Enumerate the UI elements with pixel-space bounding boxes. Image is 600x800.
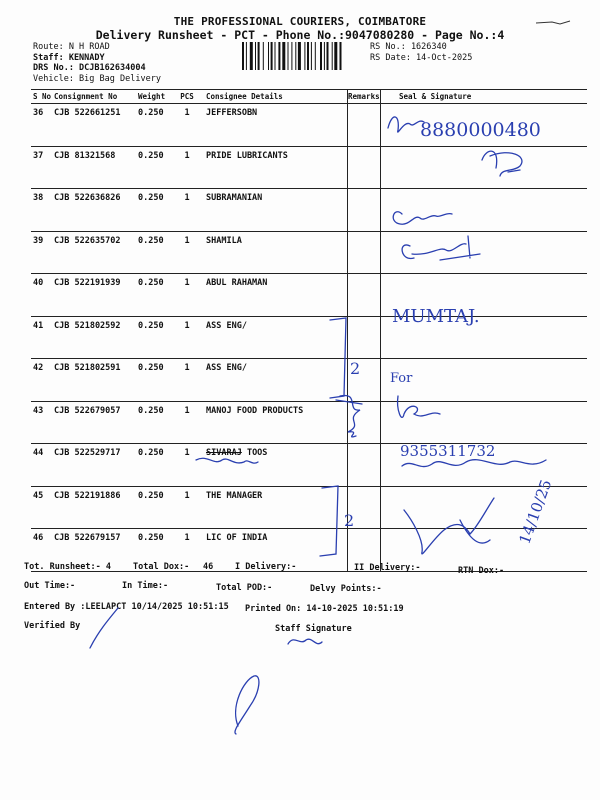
row-seal <box>381 317 587 359</box>
row-pcs: 1 <box>184 533 190 543</box>
barcode-bar <box>288 42 289 70</box>
row-weight: 0.250 <box>138 363 164 373</box>
row-consignment: CJB 81321568 <box>54 150 116 161</box>
total-dox: Total Dox:- <box>133 562 190 572</box>
barcode-bar <box>291 42 292 70</box>
table-body <box>31 104 587 572</box>
row-consignment: CJB 521802591 <box>54 363 121 373</box>
row-sno: 45 <box>33 490 44 501</box>
row-sno: 36 <box>33 108 44 118</box>
row-sno: 44 <box>33 448 44 458</box>
table-row <box>31 232 587 275</box>
row-weight: 0.250 <box>138 108 164 118</box>
barcode-bar <box>332 42 333 70</box>
row-consignment: CJB 522679057 <box>54 405 121 416</box>
handwritten-remark-42: 2 <box>350 359 361 378</box>
barcode-bar <box>263 42 264 70</box>
row-consignment: CJB 522191939 <box>54 278 121 288</box>
row-consignee: THE MANAGER <box>202 487 348 529</box>
col-remarks: Remarks <box>348 92 380 101</box>
row-consignee: MANOJ FOOD PRODUCTS <box>202 402 348 444</box>
staff: Staff: KENNADY <box>33 52 105 63</box>
row-pcs: 1 <box>184 320 190 331</box>
verified-tick <box>90 608 118 648</box>
row-seal <box>381 232 587 274</box>
barcode-bar <box>295 42 296 70</box>
barcode-bar <box>307 42 309 70</box>
struck-name: SIVARAJ <box>206 448 242 458</box>
row-consignee: LIC OF INDIA <box>202 529 348 571</box>
total-pod: Total POD:- <box>216 583 273 593</box>
handwritten-phone-44: 9355311732 <box>400 442 496 460</box>
row-seal <box>381 402 587 444</box>
row-sno: 43 <box>33 405 44 416</box>
rs-date: RS Date: 14-Oct-2025 <box>370 52 473 63</box>
row-consignment: CJB 522679157 <box>54 533 121 543</box>
company-name: THE PROFESSIONAL COURIERS, COIMBATORE <box>173 15 427 28</box>
row-pcs: 1 <box>184 278 190 288</box>
row-sno: 42 <box>33 363 44 373</box>
row-remarks <box>348 274 381 316</box>
barcode-bar <box>315 42 316 70</box>
row-pcs: 1 <box>184 235 190 246</box>
row-pcs: 1 <box>184 405 190 416</box>
row-consignee: SUBRAMANIAN <box>202 189 348 231</box>
rs-number: RS No.: 1626340 <box>370 42 447 52</box>
table-row <box>31 104 587 147</box>
row-weight: 0.250 <box>138 235 164 246</box>
row-weight: 0.250 <box>138 405 164 416</box>
barcode-bar <box>304 42 305 70</box>
delvy-points: Delvy Points:- <box>310 584 382 594</box>
rtn-dox: RTN Dox:- <box>458 566 505 576</box>
row-pcs: 1 <box>184 193 190 203</box>
barcode-bar <box>282 42 285 70</box>
table-row <box>31 487 587 530</box>
row-weight: 0.250 <box>138 320 164 331</box>
entered-by: Entered By :LEELAPCT 10/14/2025 10:51:15 <box>24 602 229 612</box>
row-pcs: 1 <box>184 490 190 501</box>
table-header <box>31 89 587 104</box>
barcode-bar <box>320 42 322 70</box>
col-weight: Weight <box>138 92 166 101</box>
table-row <box>31 359 587 402</box>
barcode-bar <box>271 42 273 70</box>
row-seal <box>381 104 587 146</box>
row-sno: 46 <box>33 533 44 543</box>
out-time: Out Time:- <box>24 581 76 591</box>
row-remarks <box>348 487 381 529</box>
row-remarks <box>348 359 381 401</box>
route: Route: N H ROAD <box>33 42 110 52</box>
handwritten-phone-36: 8880000480 <box>420 119 541 141</box>
row-sno: 40 <box>33 278 44 288</box>
col-consignee: Consignee Details <box>202 90 348 103</box>
printed-on: Printed On: 14-10-2025 10:51:19 <box>245 604 404 614</box>
row-consignee: ASS ENG/ <box>202 317 348 359</box>
rs-info <box>370 42 472 63</box>
handwritten-note-42: For <box>390 371 413 386</box>
table-row <box>31 402 587 445</box>
barcode-bar <box>246 42 247 70</box>
row-consignee: PRIDE LUBRICANTS <box>202 147 348 189</box>
ii-delivery: II Delivery:- <box>354 563 421 573</box>
pen-mark <box>534 15 574 29</box>
row-sno: 41 <box>33 320 44 331</box>
barcode-bar <box>242 42 244 70</box>
staff-signature-label: Staff Signature <box>275 624 352 634</box>
barcode-bar <box>255 42 256 70</box>
row-weight: 0.250 <box>138 533 164 543</box>
row-seal <box>381 444 587 486</box>
row-consignment: CJB 521802592 <box>54 320 121 331</box>
total-dox-value: 46 <box>203 562 214 572</box>
col-pcs: PCS <box>180 92 194 101</box>
row-seal <box>381 487 587 529</box>
tot-runsheet: Tot. Runsheet:- 4 <box>24 562 111 572</box>
row-consignee: SHAMILA <box>202 232 348 274</box>
row-consignee: ABUL RAHAMAN <box>202 274 348 316</box>
staff-signature <box>288 639 322 644</box>
barcode-bar <box>275 42 276 70</box>
row-pcs: 1 <box>184 448 190 458</box>
row-sno: 39 <box>33 235 44 246</box>
drs-number: DRS No.: DCJB162634004 <box>33 63 146 73</box>
row-weight: 0.250 <box>138 448 164 458</box>
row-consignee: SIVARAJ TOOS <box>202 444 348 486</box>
row-weight: 0.250 <box>138 150 164 161</box>
row-pcs: 1 <box>184 363 190 373</box>
col-seal: Seal & Signature <box>399 92 472 101</box>
row-consignment: CJB 522529717 <box>54 448 121 458</box>
barcode-bar <box>250 42 253 70</box>
handwritten-date-46: 14/10/25 <box>515 477 556 547</box>
row-seal <box>381 147 587 189</box>
row-consignment: CJB 522191886 <box>54 490 121 501</box>
table-row <box>31 444 587 487</box>
row-consignee: ASS ENG/ <box>202 359 348 401</box>
route-info <box>33 42 161 84</box>
row-consignee: JEFFERSOBN <box>202 104 348 146</box>
row-weight: 0.250 <box>138 278 164 288</box>
col-sno: S No <box>33 92 52 101</box>
barcode-bar <box>340 42 342 70</box>
row-sno: 37 <box>33 150 44 161</box>
verified-by: Verified By <box>24 621 81 631</box>
col-consignment: Consignment No <box>54 92 118 101</box>
barcode-bar <box>298 42 301 70</box>
row-remarks <box>348 232 381 274</box>
vehicle: Vehicle: Big Bag Delivery <box>33 73 161 84</box>
lower-scribble <box>235 676 259 734</box>
row-pcs: 1 <box>184 108 190 118</box>
row-seal <box>381 274 587 316</box>
table-row <box>31 317 587 360</box>
table-row <box>31 274 587 317</box>
handwritten-name-41: MUMTAJ. <box>392 306 480 327</box>
barcode-bar <box>327 42 329 70</box>
row-sno: 38 <box>33 193 44 203</box>
row-remarks <box>348 402 381 444</box>
row-seal <box>381 189 587 231</box>
barcode-bar <box>324 42 325 70</box>
row-seal <box>381 359 587 401</box>
row-consignment: CJB 522635702 <box>54 235 121 246</box>
row-remarks <box>348 104 381 146</box>
runsheet-title: Delivery Runsheet - PCT - Phone No.:9047080280 - Page No.:4 <box>95 28 505 42</box>
delivery-table <box>31 89 587 572</box>
row-remarks <box>348 189 381 231</box>
table-row <box>31 189 587 232</box>
row-remarks <box>348 147 381 189</box>
barcode-bar <box>278 42 280 70</box>
i-delivery: I Delivery:- <box>235 562 297 572</box>
row-consignment: CJB 522661251 <box>54 108 121 118</box>
row-remarks <box>348 444 381 486</box>
barcode-bar <box>268 42 269 70</box>
row-consignment: CJB 522636826 <box>54 193 121 203</box>
in-time: In Time:- <box>122 581 169 591</box>
barcode-bar <box>311 42 312 70</box>
row-remarks <box>348 317 381 359</box>
table-row <box>31 147 587 190</box>
barcode-bar <box>334 42 337 70</box>
row-weight: 0.250 <box>138 490 164 501</box>
row-weight: 0.250 <box>138 193 164 203</box>
row-pcs: 1 <box>184 150 190 161</box>
barcode-bar <box>258 42 260 70</box>
handwritten-remark-46: 2 <box>344 511 355 530</box>
barcode <box>242 42 366 70</box>
